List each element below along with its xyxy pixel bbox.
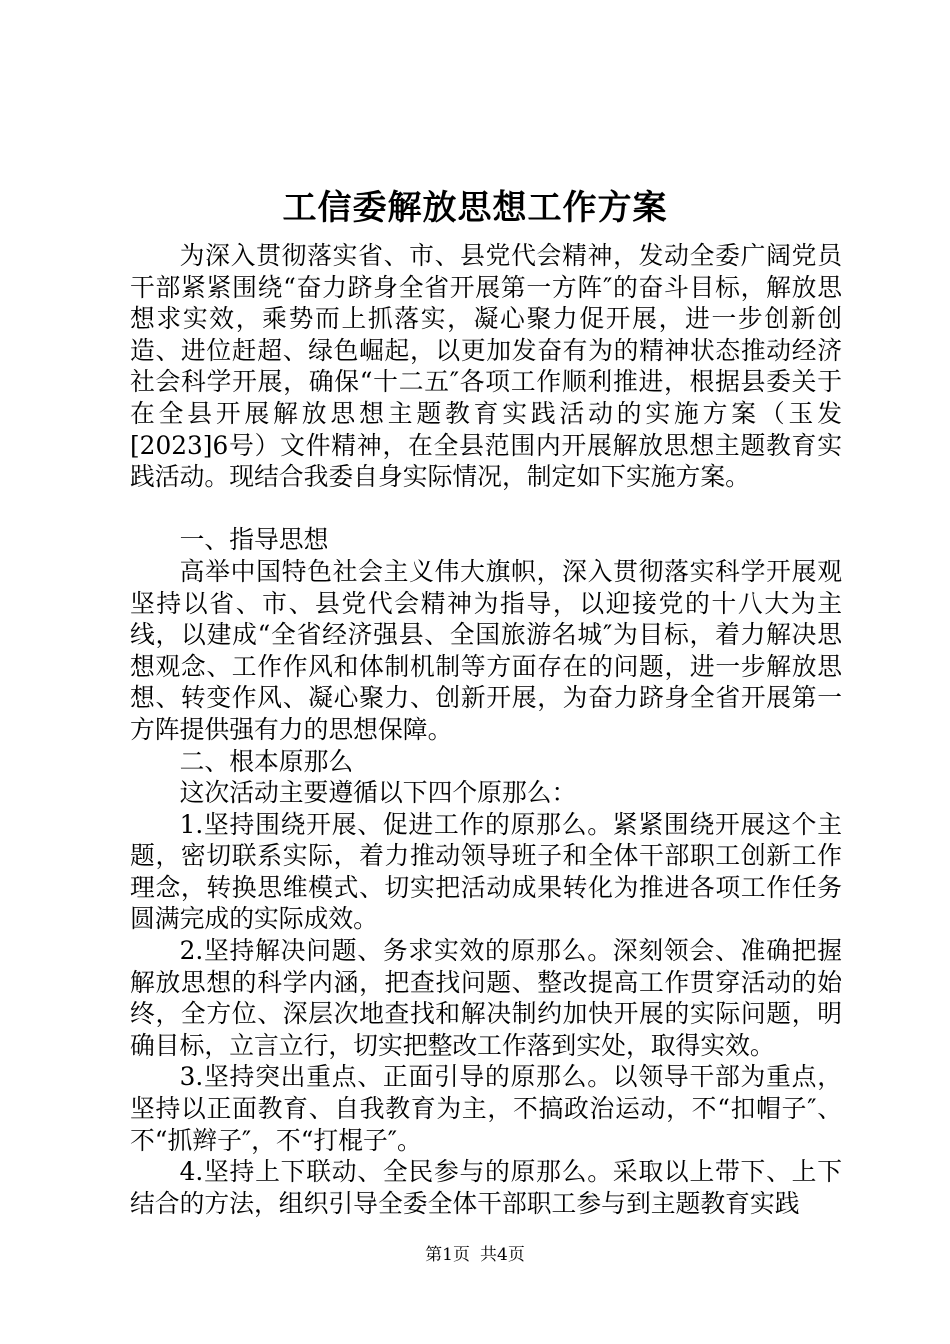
page-number: 第1页: [425, 1245, 470, 1265]
page-footer: [0, 1243, 950, 1267]
section-heading-basic-principles: 二、根本原那么: [179, 746, 354, 776]
paragraph-gap: [130, 493, 842, 525]
section-heading-guiding-ideology: 一、指导思想: [179, 525, 329, 555]
principle-3-paragraph: 3.坚持突出重点、正面引导的原那么。以领导干部为重点，坚持以正面教育、自我教育为主，不搞政治运动，不“扣帽子″、不“抓辫子″，不“打棍子″。: [130, 1062, 842, 1155]
intro-paragraph: 为深入贯彻落实省、市、县党代会精神，发动全委广阔党员干部紧紧围绕“奋力跻身全省开展第一方阵″的奋斗目标，解放思想求实效，乘势而上抓落实，凝心聚力促开展，进一步创新创造、进位赶超、绿色崛起，以更加发奋有为的精神状态推动经济社会科学开展，确保“十二五″各项工作顺利推进，根据县委关于在全县开展解放思想主题教育实践活动的实施方案（玉发[2023]6号）文件精神，在全县范围内开展解放思想主题教育实践活动。现结合我委自身实际情况，制定如下实施方案。: [130, 241, 842, 492]
principles-intro-paragraph: 这次活动主要遵循以下四个原那么：: [179, 778, 577, 808]
principle-2-paragraph: 2.坚持解决问题、务求实效的原那么。深刻领会、准确把握解放思想的科学内涵，把查找问题、整改提高工作贯穿活动的始终，全方位、深层次地查找和解决制约加快开展的实际问题，明确目标，立言立行，切实把整改工作落到实处，取得实效。: [130, 936, 842, 1060]
guiding-ideology-paragraph: 高举中国特色社会主义伟大旗帜，深入贯彻落实科学开展观坚持以省、市、县党代会精神为指导，以迎接党的十八大为主线，以建成“全省经济强县、全国旅游名城″为目标，着力解决思想观念、工作作风和体制机制等方面存在的问题，进一步解放思想、转变作风、凝心聚力、创新开展，为奋力跻身全省开展第一方阵提供强有力的思想保障。: [130, 556, 842, 744]
document-title: 工信委解放思想工作方案: [282, 188, 668, 228]
document-body: [130, 240, 842, 1219]
principle-1-paragraph: 1.坚持围绕开展、促进工作的原那么。紧紧围绕开展这个主题，密切联系实际，着力推动领导班子和全体干部职工创新工作理念，转换思维模式、切实把活动成果转化为推进各项工作任务圆满完成的实际成效。: [130, 809, 842, 934]
principle-4-paragraph: 4.坚持上下联动、全民参与的原那么。采取以上带下、上下结合的方法，组织引导全委全体干部职工参与到主题教育实践: [130, 1157, 842, 1218]
page-total: 共4页: [480, 1245, 525, 1265]
